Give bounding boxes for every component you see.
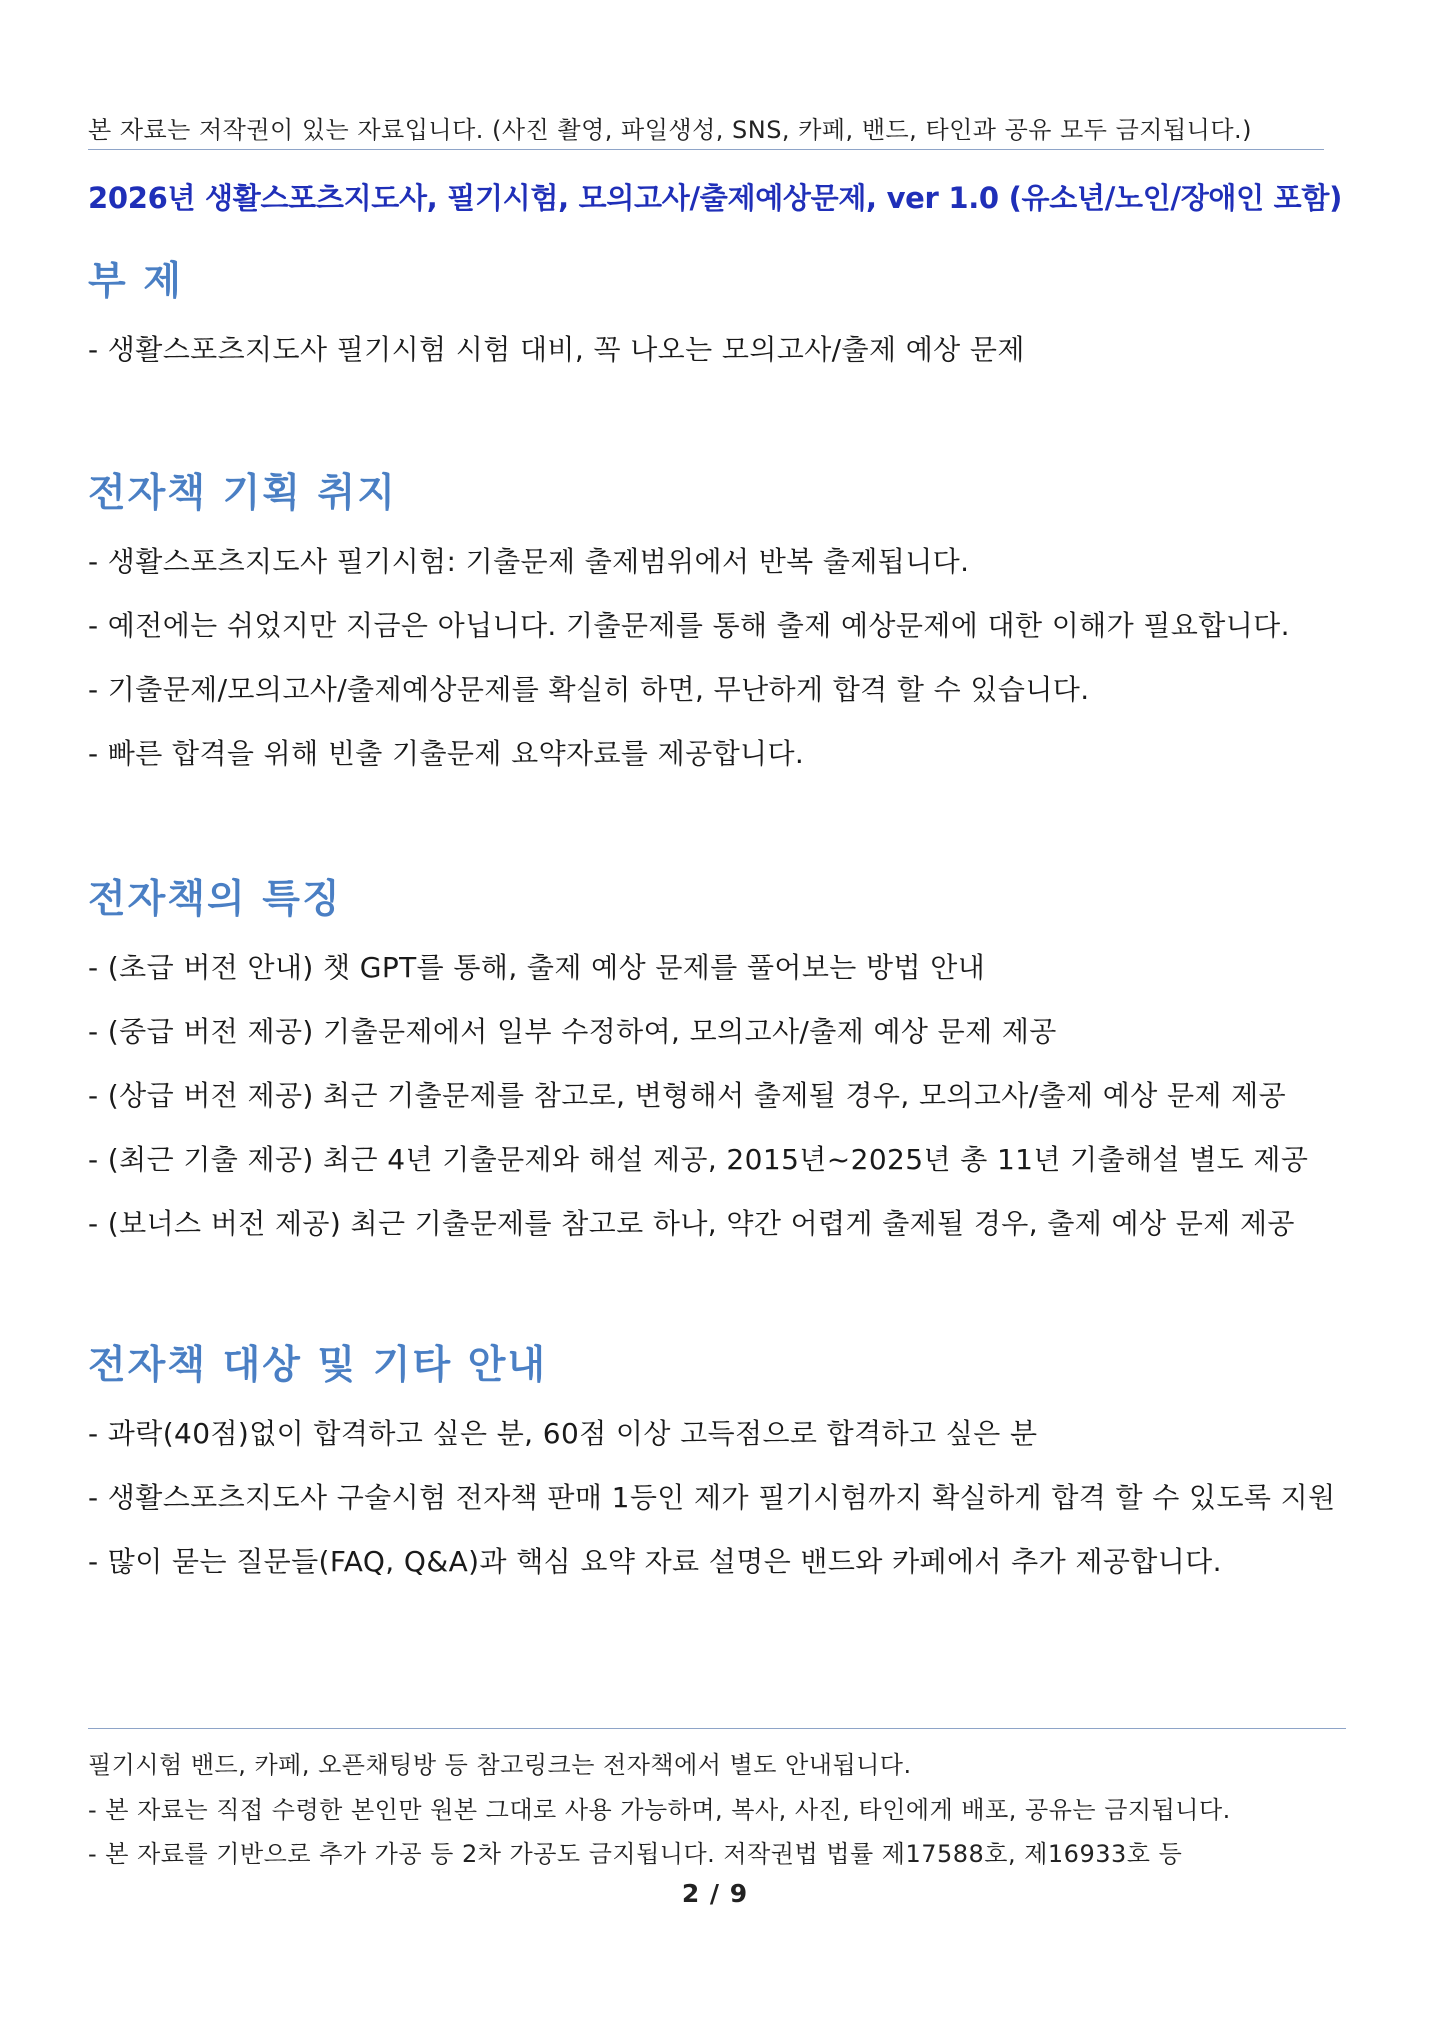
header-divider — [88, 149, 1324, 150]
features-bullet: - (초급 버전 안내) 챗 GPT를 통해, 출제 예상 문제를 풀어보는 방법 안내 — [88, 951, 986, 984]
features-bullet: - (보너스 버전 제공) 최근 기출문제를 참고로 하나, 약간 어렵게 출제될 경우, 출제 예상 문제 제공 — [88, 1207, 1295, 1240]
footer-divider — [88, 1728, 1346, 1729]
copyright-notice: 본 자료는 저작권이 있는 자료입니다. (사진 촬영, 파일생성, SNS, 카페, 밴드, 타인과 공유 모두 금지됩니다.) — [88, 116, 1253, 144]
footer-notice: - 본 자료를 기반으로 추가 가공 등 2차 가공도 금지됩니다. 저작권법 법률 제17588호, 제16933호 등 — [88, 1840, 1183, 1868]
purpose-bullet: - 예전에는 쉬었지만 지금은 아닙니다. 기출문제를 통해 출제 예상문제에 대한 이해가 필요합니다. — [88, 609, 1290, 642]
section-heading-audience: 전자책 대상 및 기타 안내 — [88, 1343, 548, 1388]
section-heading-subtitle: 부 제 — [88, 259, 183, 304]
purpose-bullet: - 생활스포츠지도사 필기시험: 기출문제 출제범위에서 반복 출제됩니다. — [88, 545, 970, 578]
features-bullet: - (상급 버전 제공) 최근 기출문제를 참고로, 변형해서 출제될 경우, 모의고사/출제 예상 문제 제공 — [88, 1079, 1287, 1112]
document-title: 2026년 생활스포츠지도사, 필기시험, 모의고사/출제예상문제, ver 1.0 (유소년/노인/장애인 포함) — [88, 181, 1343, 215]
purpose-bullet: - 기출문제/모의고사/출제예상문제를 확실히 하면, 무난하게 합격 할 수 있습니다. — [88, 673, 1090, 706]
page-number: 2 / 9 — [681, 1879, 749, 1908]
features-bullet: - (최근 기출 제공) 최근 4년 기출문제와 해설 제공, 2015년~2025년 총 11년 기출해설 별도 제공 — [88, 1143, 1309, 1176]
audience-bullet: - 많이 묻는 질문들(FAQ, Q&A)과 핵심 요약 자료 설명은 밴드와 카페에서 추가 제공합니다. — [88, 1545, 1222, 1578]
footer-notice: 필기시험 밴드, 카페, 오픈채팅방 등 참고링크는 전자책에서 별도 안내됩니다. — [88, 1751, 912, 1779]
section-heading-purpose: 전자책 기획 취지 — [88, 471, 397, 516]
footer-notice: - 본 자료는 직접 수령한 본인만 원본 그대로 사용 가능하며, 복사, 사진, 타인에게 배포, 공유는 금지됩니다. — [88, 1796, 1231, 1824]
subtitle-bullet: - 생활스포츠지도사 필기시험 시험 대비, 꼭 나오는 모의고사/출제 예상 문제 — [88, 333, 1025, 366]
section-heading-features: 전자책의 특징 — [88, 877, 342, 922]
features-bullet: - (중급 버전 제공) 기출문제에서 일부 수정하여, 모의고사/출제 예상 문제 제공 — [88, 1015, 1057, 1048]
audience-bullet: - 과락(40점)없이 합격하고 싶은 분, 60점 이상 고득점으로 합격하고 싶은 분 — [88, 1417, 1038, 1450]
purpose-bullet: - 빠른 합격을 위해 빈출 기출문제 요약자료를 제공합니다. — [88, 737, 805, 770]
audience-bullet: - 생활스포츠지도사 구술시험 전자책 판매 1등인 제가 필기시험까지 확실하게 합격 할 수 있도록 지원 — [88, 1481, 1336, 1514]
